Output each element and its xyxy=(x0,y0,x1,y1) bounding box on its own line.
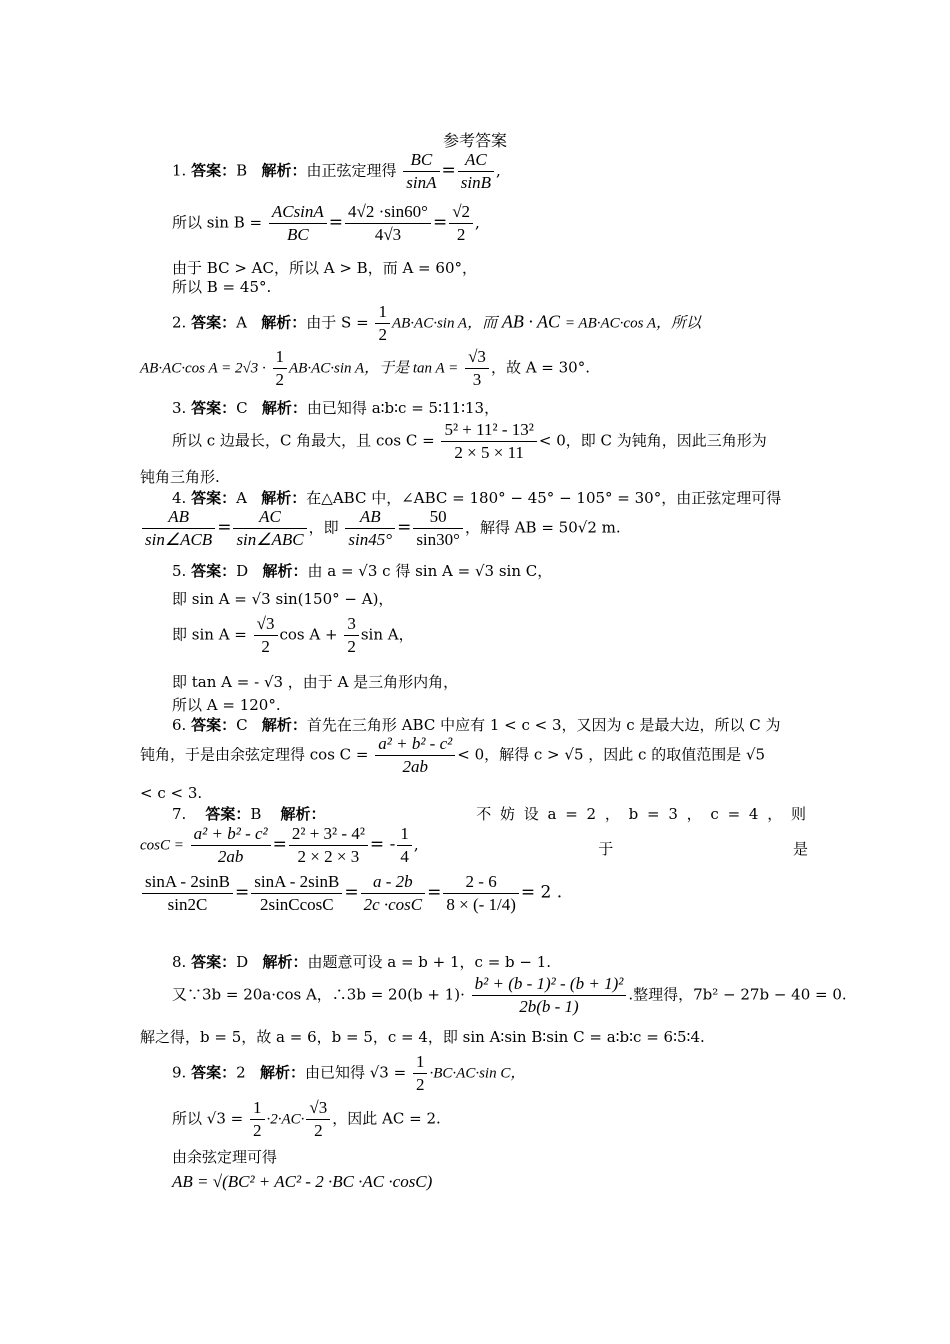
q3-line3: 钝角三角形. xyxy=(140,468,220,486)
q1-frac-3: $\frac{ACsinA}{BC}$ xyxy=(269,202,327,245)
q7-frac-2: $\frac{\text{2² + 3² - 4²}}{2 \times 2 \times 3}$ xyxy=(289,824,368,867)
q9-line3: 由余弦定理可得 xyxy=(172,1148,278,1166)
q7-frac-g1: $\frac{\sin A - 2\sin B}{\sin 2C}$ xyxy=(142,872,233,915)
q1-frac-bc-sina: $\frac{BC}{\sin A}$ xyxy=(403,150,439,193)
q2-frac-half-2: $\frac{1}{2}$ xyxy=(273,347,288,390)
q9-line2: 所以 √3 = $\frac{1}{2}$ ·2·AC· $\frac{√3}{2}$ ，因此 AC = 2. xyxy=(172,1098,441,1140)
q3-line2: 所以 c 边最长，C 角最大，且 cos C = $\frac{\text{5² + 11² - 13²}}{2 \times 5 \times 11}$ < 0，即 C 为钝角，因此三角形为 xyxy=(172,420,767,462)
q6-line1: 6. 答案：C 解析：首先在三角形 ABC 中应有 1 < c < 3，又因为 c 是最大边，所以 C 为 xyxy=(172,716,781,734)
q9-line4: AB = √(BC² + AC² - 2 ·BC ·AC ·cosC) xyxy=(172,1172,433,1191)
q1-line2: 所以 sin B = $\frac{ACsinA}{BC}$ = $\frac{4√2 \cdot\sin 60^\circ}{4√3}$ = $\frac{√2}{2}$ , xyxy=(172,202,480,244)
q7-frac-g4: $\frac{2 - 6}{8 \times (- 1/4)}$ xyxy=(443,872,519,915)
q7-frac-g3: $\frac{a - 2b}{2c \cdot\cos C}$ xyxy=(361,872,426,915)
q2-frac-tan: $\frac{√3}{3}$ xyxy=(465,347,489,390)
q5-line1: 5. 答案：D 解析：由 a = √3 c 得 sin A = √3 sin C， xyxy=(172,562,553,580)
q8-line3: 解之得，b = 5，故 a = 6，b = 5，c = 4，即 sin A∶sin B∶sin C = a∶b∶c = 6∶5∶4. xyxy=(140,1028,705,1046)
q5-line5: 所以 A = 120°. xyxy=(172,696,281,714)
q5-answer: D xyxy=(236,562,249,580)
q2-answer: A xyxy=(236,313,247,332)
q1-frac-ac-sinb: $\frac{AC}{\sin B}$ xyxy=(458,150,494,193)
q7-answer: B xyxy=(250,805,262,823)
q4-frac-1: $\frac{AB}{\text{sin∠ACB}}$ xyxy=(142,507,215,550)
q2-frac-half: $\frac{1}{2}$ xyxy=(375,302,390,345)
q9-answer: 2 xyxy=(236,1063,246,1082)
q4-line1: 4. 答案：A 解析：在△ABC 中，∠ABC = 180° − 45° − 105° = 30°，由正弦定理可得 xyxy=(172,489,782,507)
q3-line1: 3. 答案：C 解析：由已知得 a∶b∶c = 5∶11∶13， xyxy=(172,399,500,417)
page-title: 参考答案 xyxy=(442,131,507,150)
q5-line4: 即 tan A = - √3 ，由于 A 是三角形内角， xyxy=(172,673,459,691)
q3-frac-cos: $\frac{\text{5² + 11² - 13²}}{2 \times 5 \times 11}$ xyxy=(441,420,536,463)
q4-line2: $\frac{AB}{\text{sin∠ACB}}$ = $\frac{AC}{\text{sin∠ABC}}$ ，即 $\frac{AB}{\sin 45^\circ}$ = $\frac{50}{\sin 30^\circ}$ ，解得 AB = 50√2 m. xyxy=(140,507,621,550)
q3-answer: C xyxy=(236,399,248,417)
q1-line2-text: 所以 sin B = xyxy=(172,213,263,232)
q5-frac-1: $\frac{√3}{2}$ xyxy=(254,614,278,657)
q2-vector-product: AB · AC xyxy=(501,311,561,332)
q7-frac-g2: $\frac{\sin A - 2\sin B}{\text{2sinCcosC}}$ xyxy=(251,872,342,915)
q4-frac-4: $\frac{50}{\sin 30^\circ}$ xyxy=(413,507,463,550)
q6-line3: < c < 3. xyxy=(140,784,203,802)
q8-line1: 8. 答案：D 解析：由题意可设 a = b + 1，c = b − 1. xyxy=(172,953,552,971)
q7-frac-1: $\frac{\text{a² + b² - c²}}{2ab}$ xyxy=(191,824,271,867)
answer-label: 答案： xyxy=(191,161,237,180)
analysis-label: 解析： xyxy=(261,161,307,180)
q2-line1: 2. 答案：A 解析：由于 S = $\frac{1}{2}$ AB·AC·sin A，而 AB · AC = AB·AC·cos A，所以 xyxy=(172,302,702,344)
q8-line2: 又∵3b = 20a·cos A，∴3b = 20(b + 1)· $\frac{\text{b² + (b - 1)² - (b + 1)²}}{2b(b - 1)}$ .整理得，7b² − 27b − 40 = 0. xyxy=(172,974,847,1016)
q1-text: 由正弦定理得 xyxy=(306,161,397,180)
q1-line4: 所以 B = 45°. xyxy=(172,278,272,296)
q1-line1: 1. 答案：B 解析：由正弦定理得 $\frac{BC}{\sin A}$ = $\frac{AC}{\sin B}$ , xyxy=(172,150,501,192)
q2-line2: AB·AC·cos A = 2√3 · $\frac{1}{2}$ AB·AC·sin A，于是 tan A = $\frac{√3}{3}$ ，故 A = 30°. xyxy=(140,347,590,389)
q4-frac-2: $\frac{AC}{\text{sin∠ABC}}$ xyxy=(233,507,306,550)
q9-frac-root3: $\frac{√3}{2}$ xyxy=(306,1098,330,1141)
q1-answer: B xyxy=(236,161,248,180)
q7-line2: cosC = $\frac{\text{a² + b² - c²}}{2ab}$ = $\frac{\text{2² + 3² - 4²}}{2 \times 2 \times 3}$ = - $\frac{1}{4}$ , 于 是 xyxy=(140,824,808,866)
q8-answer: D xyxy=(236,953,249,971)
q9-line1: 9. 答案：2 解析：由已知得 √3 = $\frac{1}{2}$ ·BC·AC·sin C， xyxy=(172,1052,526,1094)
q9-frac-half: $\frac{1}{2}$ xyxy=(413,1052,428,1095)
q5-frac-2: $\frac{3}{2}$ xyxy=(344,614,359,657)
q4-frac-3: $\frac{AB}{\sin 45^\circ}$ xyxy=(345,507,395,550)
q5-line3: 即 sin A = $\frac{√3}{2}$ cos A + $\frac{3}{2}$ sin A， xyxy=(172,614,414,656)
q5-line2: 即 sin A = √3 sin(150° − A)， xyxy=(172,590,394,608)
q1-frac-5: $\frac{√2}{2}$ xyxy=(449,202,473,245)
q1-line3: 由于 BC > AC，所以 A > B，而 A = 60°， xyxy=(172,259,477,277)
q6-answer: C xyxy=(236,716,248,734)
q7-line3: $\frac{\sin A - 2\sin B}{\sin 2C}$ = $\frac{\sin A - 2\sin B}{\text{2sinCcosC}}$ = $\frac{a - 2b}{2c \cdot\cos C}$ = $\frac{2 - 6}{8 \times (- 1/4)}$ = 2 . xyxy=(140,872,562,915)
q7-frac-3: $\frac{1}{4}$ xyxy=(397,824,412,867)
q6-frac-cos: $\frac{\text{a² + b² - c²}}{2ab}$ xyxy=(375,734,455,777)
q6-line2: 钝角，于是由余弦定理得 cos C = $\frac{\text{a² + b² - c²}}{2ab}$ < 0，解得 c > √5 ，因此 c 的取值范围是 √5 xyxy=(140,734,766,776)
q1-number: 1. xyxy=(172,161,187,180)
q4-answer: A xyxy=(236,489,247,507)
q1-frac-4: $\frac{4√2 \cdot\sin 60^\circ}{4√3}$ xyxy=(345,202,431,245)
q9-frac-half-2: $\frac{1}{2}$ xyxy=(250,1098,265,1141)
q8-frac: $\frac{\text{b² + (b - 1)² - (b + 1)²}}{2b(b - 1)}$ xyxy=(472,974,627,1017)
q7-line1: 7. 答案：B 解析： 不 妨 设 a = 2 ， b = 3 ， c = 4 ， 则 xyxy=(172,805,808,823)
